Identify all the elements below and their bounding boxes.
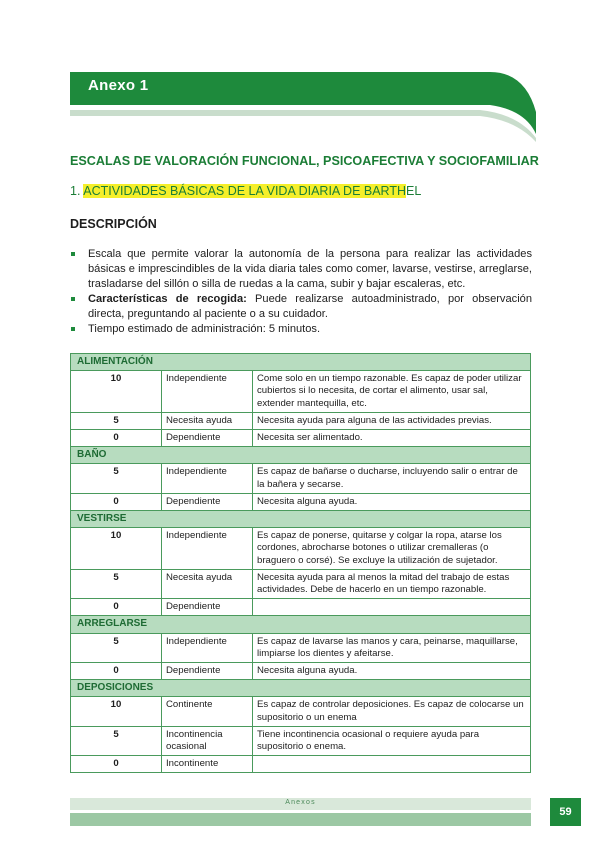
table-row [71, 430, 531, 447]
description-cell: Es capaz de bañarse o ducharse, incluyendo salir o entrar de la bañera y secarse. [253, 464, 531, 493]
description-cell: Es capaz de ponerse, quitarse y colgar la ropa, atarse los cordones, abrocharse botones o utilizar cremalleras (o braguero o corsé). Se excluye la utilización de sujetador. [253, 528, 531, 570]
section-name: BAÑO [71, 447, 531, 464]
level-cell: Incontinencia ocasional [162, 726, 253, 755]
level-cell: Dependiente [162, 430, 253, 447]
subtitle-rest: EL [406, 184, 422, 198]
table-row [71, 493, 531, 510]
table-row [71, 756, 531, 773]
score-cell: 0 [71, 493, 162, 510]
section-name: ALIMENTACIÓN [71, 354, 531, 371]
table-section-header [71, 680, 531, 697]
table-row [71, 697, 531, 726]
description-cell [253, 756, 531, 773]
level-cell: Dependiente [162, 599, 253, 616]
table-row [71, 663, 531, 680]
barthel-table [70, 353, 531, 773]
level-cell: Continente [162, 697, 253, 726]
description-cell: Necesita alguna ayuda. [253, 493, 531, 510]
table-row [71, 464, 531, 493]
level-cell: Independiente [162, 464, 253, 493]
footer-bar [70, 813, 531, 826]
score-cell: 0 [71, 430, 162, 447]
table-section-header [71, 616, 531, 633]
table-row [71, 528, 531, 570]
description-cell: Tiene incontinencia ocasional o requiere ayuda para supositorio o enema. [253, 726, 531, 755]
bullet-square-icon [71, 297, 75, 301]
description-list [70, 247, 532, 337]
score-cell: 10 [71, 371, 162, 413]
score-cell: 5 [71, 633, 162, 662]
subtitle-number: 1. [70, 184, 81, 198]
description-bullet: Tiempo estimado de administración: 5 minutos. [70, 322, 532, 337]
document-title: ESCALAS DE VALORACIÓN FUNCIONAL, PSICOAFECTIVA Y SOCIOFAMILIAR [70, 154, 539, 168]
level-cell: Dependiente [162, 493, 253, 510]
description-cell [253, 599, 531, 616]
description-cell: Necesita ayuda para al menos la mitad del trabajo de estas actividades. Debe de hacerlo en un tiempo razonable. [253, 569, 531, 598]
level-cell: Dependiente [162, 663, 253, 680]
table-row [71, 599, 531, 616]
description-heading: DESCRIPCIÓN [70, 217, 157, 231]
table-row [71, 371, 531, 413]
table-row [71, 569, 531, 598]
table-row [71, 726, 531, 755]
level-cell: Necesita ayuda [162, 569, 253, 598]
annex-label: Anexo 1 [88, 77, 149, 94]
section-subtitle [70, 184, 421, 198]
level-cell: Incontinente [162, 756, 253, 773]
description-cell: Necesita ser alimentado. [253, 430, 531, 447]
subtitle-highlighted: ACTIVIDADES BÁSICAS DE LA VIDA DIARIA DE BARTH [83, 184, 407, 198]
page-number: 59 [550, 798, 581, 826]
description-cell: Come solo en un tiempo razonable. Es capaz de poder utilizar cubiertos si lo necesita, de cortar el alimento, usar sal, extender mantequilla, etc. [253, 371, 531, 413]
score-cell: 5 [71, 464, 162, 493]
section-name: VESTIRSE [71, 511, 531, 528]
footer-label: Anexos [285, 799, 316, 806]
table-row [71, 633, 531, 662]
level-cell: Necesita ayuda [162, 412, 253, 429]
footer-label-bar [70, 798, 531, 810]
description-cell: Es capaz de controlar deposiciones. Es capaz de colocarse un supositorio o un enema [253, 697, 531, 726]
bullet-square-icon [71, 327, 75, 331]
bullet-square-icon [71, 252, 75, 256]
description-cell: Necesita ayuda para alguna de las actividades previas. [253, 412, 531, 429]
header-swoosh [70, 72, 540, 142]
table-section-header [71, 354, 531, 371]
score-cell: 10 [71, 697, 162, 726]
table-row [71, 412, 531, 429]
score-cell: 0 [71, 599, 162, 616]
score-cell: 0 [71, 663, 162, 680]
score-cell: 0 [71, 756, 162, 773]
level-cell: Independiente [162, 371, 253, 413]
score-cell: 5 [71, 569, 162, 598]
section-name: DEPOSICIONES [71, 680, 531, 697]
table-section-header [71, 511, 531, 528]
score-cell: 5 [71, 412, 162, 429]
description-cell: Necesita alguna ayuda. [253, 663, 531, 680]
table-section-header [71, 447, 531, 464]
section-name: ARREGLARSE [71, 616, 531, 633]
description-cell: Es capaz de lavarse las manos y cara, peinarse, maquillarse, limpiarse los dientes y afeitarse. [253, 633, 531, 662]
score-cell: 10 [71, 528, 162, 570]
level-cell: Independiente [162, 528, 253, 570]
level-cell: Independiente [162, 633, 253, 662]
description-bullet: Características de recogida: Puede realizarse autoadministrado, por observación directa, preguntando al paciente o a su cuidador. [70, 292, 532, 322]
description-bullet: Escala que permite valorar la autonomía de la persona para realizar las actividades básicas e imprescindibles de la vida diaria tales como comer, lavarse, vestirse, arreglarse, trasladarse del sillón o silla de ruedas a la cama, subir y bajar escaleras, etc. [70, 247, 532, 292]
score-cell: 5 [71, 726, 162, 755]
